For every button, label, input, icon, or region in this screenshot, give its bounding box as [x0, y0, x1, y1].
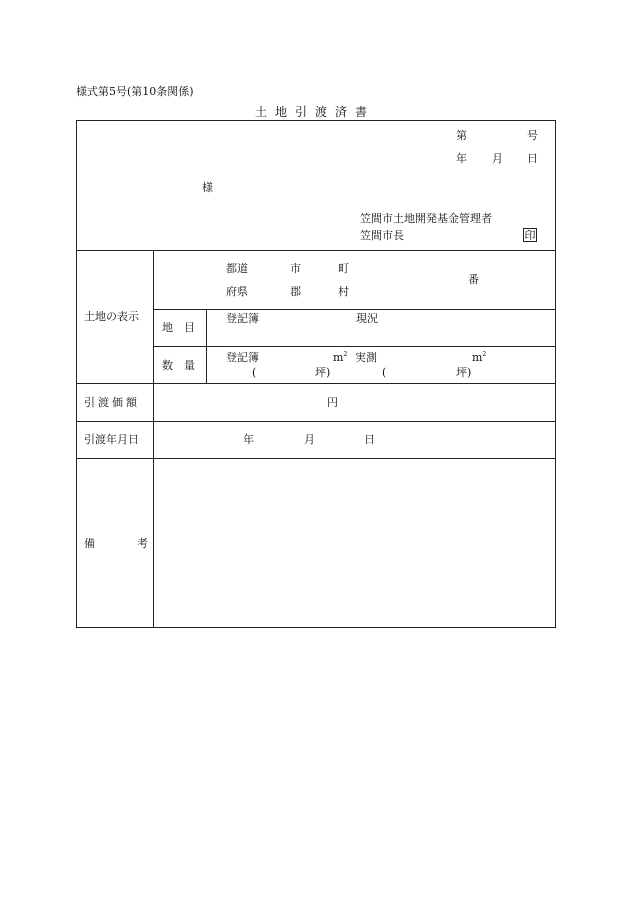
divider-quantity-row	[76, 383, 556, 384]
category-registry-label: 登記簿	[226, 312, 259, 325]
prefecture-bottom: 府県	[226, 285, 248, 298]
price-unit: 円	[327, 396, 338, 409]
registry-tsubo-open: (	[252, 366, 257, 379]
handover-year: 年	[243, 433, 254, 446]
seal-mark: 印	[524, 228, 536, 242]
registry-tsubo-close: 坪)	[315, 366, 331, 379]
quantity-survey-label: 実測	[355, 351, 377, 364]
registry-sqm-unit: $m^2$	[333, 351, 348, 364]
lot-number-label: 番	[468, 273, 479, 286]
land-category-label: 地 目	[162, 321, 195, 334]
town-label: 町	[338, 262, 349, 275]
divider-category-row	[153, 346, 556, 347]
document-title: 土地引渡済書	[254, 105, 375, 119]
issue-date-day: 日	[527, 152, 538, 165]
handover-date-label: 引渡年月日	[84, 433, 139, 446]
divider-sublabel-column	[206, 309, 207, 383]
addressee-suffix: 様	[202, 181, 213, 194]
survey-tsubo-close: 坪)	[456, 366, 472, 379]
issue-date-month: 月	[492, 152, 503, 165]
handover-month: 月	[304, 433, 315, 446]
remarks-field[interactable]	[154, 459, 555, 627]
remarks-label-right: 考	[137, 537, 148, 550]
issue-date-year: 年	[456, 152, 467, 165]
doc-number-suffix: 号	[527, 129, 538, 142]
price-label: 引渡価額	[84, 396, 140, 409]
handover-day: 日	[364, 433, 375, 446]
survey-sqm-unit: $m^2$	[472, 351, 487, 364]
prefecture-top: 都道	[226, 262, 248, 275]
divider-price-row	[76, 421, 556, 422]
form-number-label: 様式第5号(第10条関係)	[76, 85, 194, 98]
land-display-label: 土地の表示	[84, 310, 139, 323]
remarks-label-left: 備	[84, 537, 95, 550]
doc-number-prefix: 第	[456, 129, 467, 142]
category-current-label: 現況	[356, 312, 378, 325]
village-label: 村	[338, 285, 349, 298]
divider-location-row	[153, 309, 556, 310]
issuer-name: 笠間市長	[360, 229, 404, 242]
divider-top-section	[76, 250, 556, 251]
survey-tsubo-open: (	[382, 366, 387, 379]
quantity-label: 数 量	[162, 359, 195, 372]
city-label: 市	[290, 262, 301, 275]
quantity-registry-label: 登記簿	[226, 351, 259, 364]
issuer-title: 笠間市土地開発基金管理者	[360, 212, 492, 225]
county-label: 郡	[290, 285, 301, 298]
